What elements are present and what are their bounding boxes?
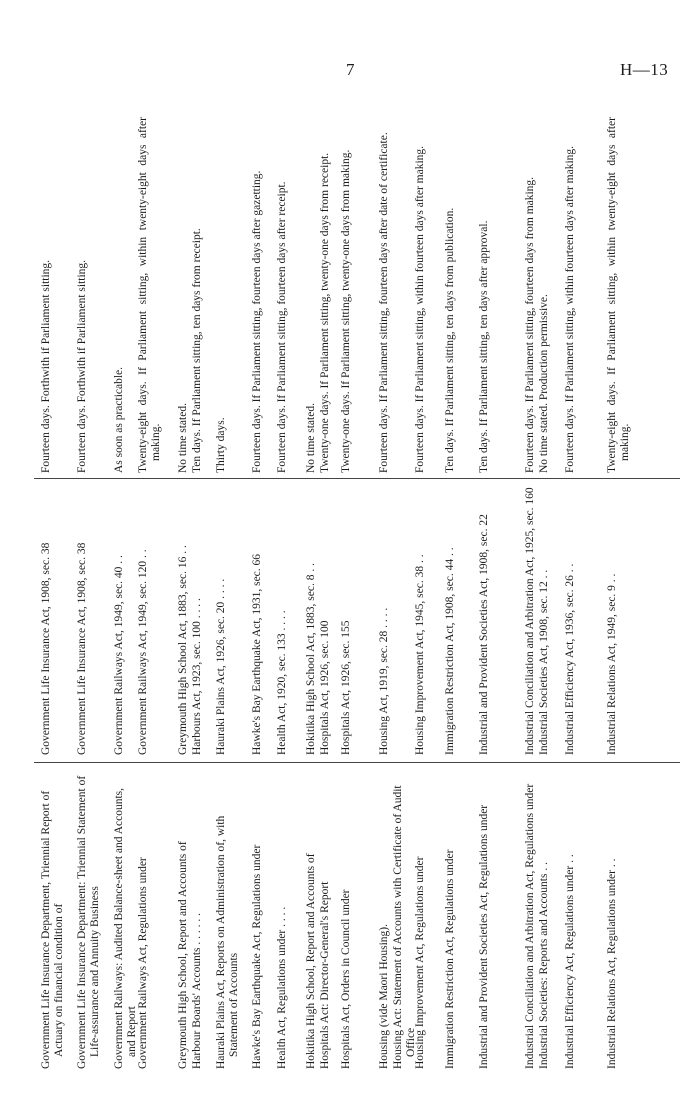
- time-cell-text: Thirty days.: [215, 417, 227, 473]
- act-cell: [215, 487, 229, 755]
- time-cell-text: Fourteen days. Forthwith if Parliament sitting.: [40, 259, 52, 473]
- act-cell-text: Government Life Insurance Act, 1908, sec. 38: [76, 542, 88, 755]
- document-code: H—13: [620, 60, 669, 79]
- time-cell-text: Fourteen days. If Parliament sitting, fourteen days from making.: [524, 176, 536, 473]
- time-cell: [340, 117, 354, 473]
- act-cell-text: Hauraki Plains Act, 1926, sec. 20 . . . .: [215, 578, 227, 755]
- subject-cell: [137, 769, 151, 1069]
- act-cell-text: Industrial Efficiency Act, 1936, sec. 26 . .: [564, 563, 576, 755]
- subject-cell-text: Hospitals Act: Director-General's Report: [319, 881, 331, 1069]
- time-cell-text: Fourteen days. If Parliament sitting, fourteen days after gazetting.: [251, 170, 263, 473]
- time-cell: [524, 117, 552, 473]
- subject-cell-text: Government Life Insurance Department, Triennial Report of Actuary on financial condition of: [40, 790, 65, 1069]
- act-cell: [76, 487, 90, 755]
- subject-cell: [606, 769, 620, 1069]
- time-cell: [606, 117, 633, 473]
- subject-cell: [76, 769, 103, 1069]
- time-cell-text: Twenty-eight days. If Parliament sitting, within twenty-eight days after making.: [606, 117, 631, 473]
- time-cell: [215, 117, 229, 473]
- time-cell-text: Fourteen days. If Parliament sitting, fourteen days after receipt.: [276, 181, 288, 473]
- subject-cell-text: Government Life Insurance Department: Triennial Statement of Life-assurance and Annuity Business: [76, 775, 101, 1069]
- time-cell-text: Fourteen days. Forthwith if Parliament sitting.: [76, 259, 88, 473]
- subject-cell-text: Industrial Conciliation and Arbitration Act, Regulations under: [524, 783, 536, 1069]
- act-cell: [606, 487, 620, 755]
- time-cell: [305, 117, 333, 473]
- time-cell: [137, 117, 164, 473]
- time-cell: [478, 117, 492, 473]
- time-cell: [378, 117, 392, 473]
- act-cell-text: Housing Act, 1919, sec. 28 . . . .: [378, 607, 390, 755]
- act-cell-text: Industrial Relations Act, 1949, sec. 9 . .: [606, 573, 618, 755]
- act-cell-text: Hospitals Act, 1926, sec. 155: [340, 620, 352, 755]
- act-cell: [40, 487, 54, 755]
- subject-cell: [113, 769, 140, 1069]
- subject-cell-text: Harbour Boards' Accounts . . . . . .: [191, 912, 203, 1069]
- subject-cell-text: Housing (vide Maori Housing).: [378, 923, 390, 1069]
- column-divider: [34, 762, 680, 763]
- act-cell-text: Immigration Restriction Act, 1908, sec. 44 . .: [444, 547, 456, 755]
- time-cell-text: Twenty-eight days. If Parliament sitting, within twenty-eight days after making.: [137, 117, 162, 473]
- act-cell: [444, 487, 458, 755]
- subject-cell: [340, 769, 354, 1069]
- act-cell: [378, 487, 392, 755]
- act-cell-text: Greymouth High School Act, 1883, sec. 16 . .: [177, 545, 189, 755]
- subject-cell-text: Housing Improvement Act, Regulations under: [414, 856, 426, 1069]
- act-cell: [251, 487, 265, 755]
- act-cell-text: Harbours Act, 1923, sec. 100 . . . .: [191, 598, 203, 755]
- time-cell: [414, 117, 428, 473]
- act-cell-text: Government Life Insurance Act, 1908, sec. 38: [40, 542, 52, 755]
- subject-cell-text: Health Act, Regulations under . . . .: [276, 906, 288, 1069]
- time-cell-text: No time stated.: [305, 403, 317, 473]
- subject-cell-text: Government Railways Act, Regulations under: [137, 857, 149, 1069]
- rotated-table: [34, 113, 680, 1073]
- act-cell: [564, 487, 578, 755]
- act-cell: [137, 487, 151, 755]
- subject-cell: [478, 769, 492, 1069]
- time-cell-text: Ten days. If Parliament sitting, ten days from receipt.: [191, 228, 203, 473]
- subject-cell-text: Industrial Efficiency Act, Regulations under . .: [564, 854, 576, 1069]
- time-cell-text: As soon as practicable.: [113, 366, 125, 473]
- act-cell-text: Government Railways Act, 1949, sec. 40 . .: [113, 555, 125, 755]
- act-cell-text: Health Act, 1920, sec. 133 . . . .: [276, 610, 288, 755]
- subject-cell-text: Industrial Relations Act, Regulations under . .: [606, 858, 618, 1069]
- act-cell: [177, 487, 205, 755]
- subject-cell-text: Government Railways: Audited Balance-sheet and Accounts, and Report: [113, 787, 138, 1069]
- time-cell: [444, 117, 458, 473]
- subject-cell: [524, 769, 552, 1069]
- act-cell-text: Hawke's Bay Earthquake Act, 1931, sec. 66: [251, 553, 263, 755]
- subject-cell-text: Industrial and Provident Societies Act, Regulations under: [478, 804, 490, 1069]
- time-cell-text: Ten days. If Parliament sitting, ten days from publication.: [444, 207, 456, 473]
- column-divider: [34, 478, 680, 479]
- subject-cell-text: Hawke's Bay Earthquake Act, Regulations under: [251, 844, 263, 1069]
- subject-cell: [444, 769, 458, 1069]
- act-cell: [524, 487, 552, 755]
- subject-cell-text: Housing Act: Statement of Accounts with Certificate of Audit Office: [392, 785, 417, 1069]
- subject-cell: [215, 769, 242, 1069]
- subject-cell-text: Industrial Societies: Reports and Accounts . .: [538, 862, 550, 1069]
- subject-cell-text: Immigration Restriction Act, Regulations under: [444, 849, 456, 1069]
- time-cell-text: Fourteen days. If Parliament sitting, fourteen days after date of certificate.: [378, 132, 390, 473]
- subject-cell: [40, 769, 67, 1069]
- time-cell-text: Fourteen days. If Parliament sitting, within fourteen days after making.: [564, 145, 576, 473]
- subject-cell-text: Hokitika High School, Report and Accounts of: [305, 853, 317, 1069]
- time-cell-text: Twenty-one days. If Parliament sitting, twenty-one days from making.: [340, 149, 352, 473]
- act-cell: [340, 487, 354, 755]
- subject-cell: [305, 769, 333, 1069]
- time-cell-text: No time stated.: [177, 403, 189, 473]
- time-cell: [76, 117, 90, 473]
- act-cell: [305, 487, 333, 755]
- time-cell-text: Fourteen days. If Parliament sitting, within fourteen days after making.: [414, 145, 426, 473]
- page-number: 7: [346, 60, 355, 79]
- time-cell: [113, 117, 127, 473]
- act-cell: [113, 487, 127, 755]
- subject-cell-text: Greymouth High School, Report and Accounts of: [177, 841, 189, 1069]
- parliamentary-papers-table: [34, 113, 680, 1073]
- act-cell-text: Industrial Conciliation and Arbitration Act, 1925, sec. 160: [524, 487, 536, 755]
- act-cell-text: Hokitika High School Act, 1883, sec. 8 . .: [305, 563, 317, 755]
- subject-cell: [276, 769, 290, 1069]
- act-cell-text: Hospitals Act, 1926, sec. 100: [319, 620, 331, 755]
- time-cell: [251, 117, 265, 473]
- subject-cell: [414, 769, 428, 1069]
- act-cell: [276, 487, 290, 755]
- time-cell-text: Ten days. If Parliament sitting, ten days after approval.: [478, 220, 490, 473]
- act-cell-text: Industrial Societies Act, 1908, sec. 12 . .: [538, 569, 550, 755]
- act-cell-text: Industrial and Provident Societies Act, 1908, sec. 22: [478, 514, 490, 755]
- subject-cell: [177, 769, 205, 1069]
- time-cell: [40, 117, 54, 473]
- time-cell: [276, 117, 290, 473]
- subject-cell: [378, 769, 419, 1069]
- time-cell: [564, 117, 578, 473]
- subject-cell: [564, 769, 578, 1069]
- act-cell-text: Government Railways Act, 1949, sec. 120 . .: [137, 549, 149, 755]
- time-cell-text: No time stated. Production permissive.: [538, 294, 550, 473]
- subject-cell-text: Hauraki Plains Act, Reports on Administration of, with Statement of Accounts: [215, 815, 240, 1069]
- subject-cell: [251, 769, 265, 1069]
- act-cell: [414, 487, 428, 755]
- subject-cell-text: Hospitals Act, Orders in Council under: [340, 889, 352, 1069]
- time-cell: [177, 117, 205, 473]
- time-cell-text: Twenty-one days. If Parliament sitting, twenty-one days from receipt.: [319, 152, 331, 473]
- act-cell: [478, 487, 492, 755]
- act-cell-text: Housing Improvement Act, 1945, sec. 38 . .: [414, 554, 426, 755]
